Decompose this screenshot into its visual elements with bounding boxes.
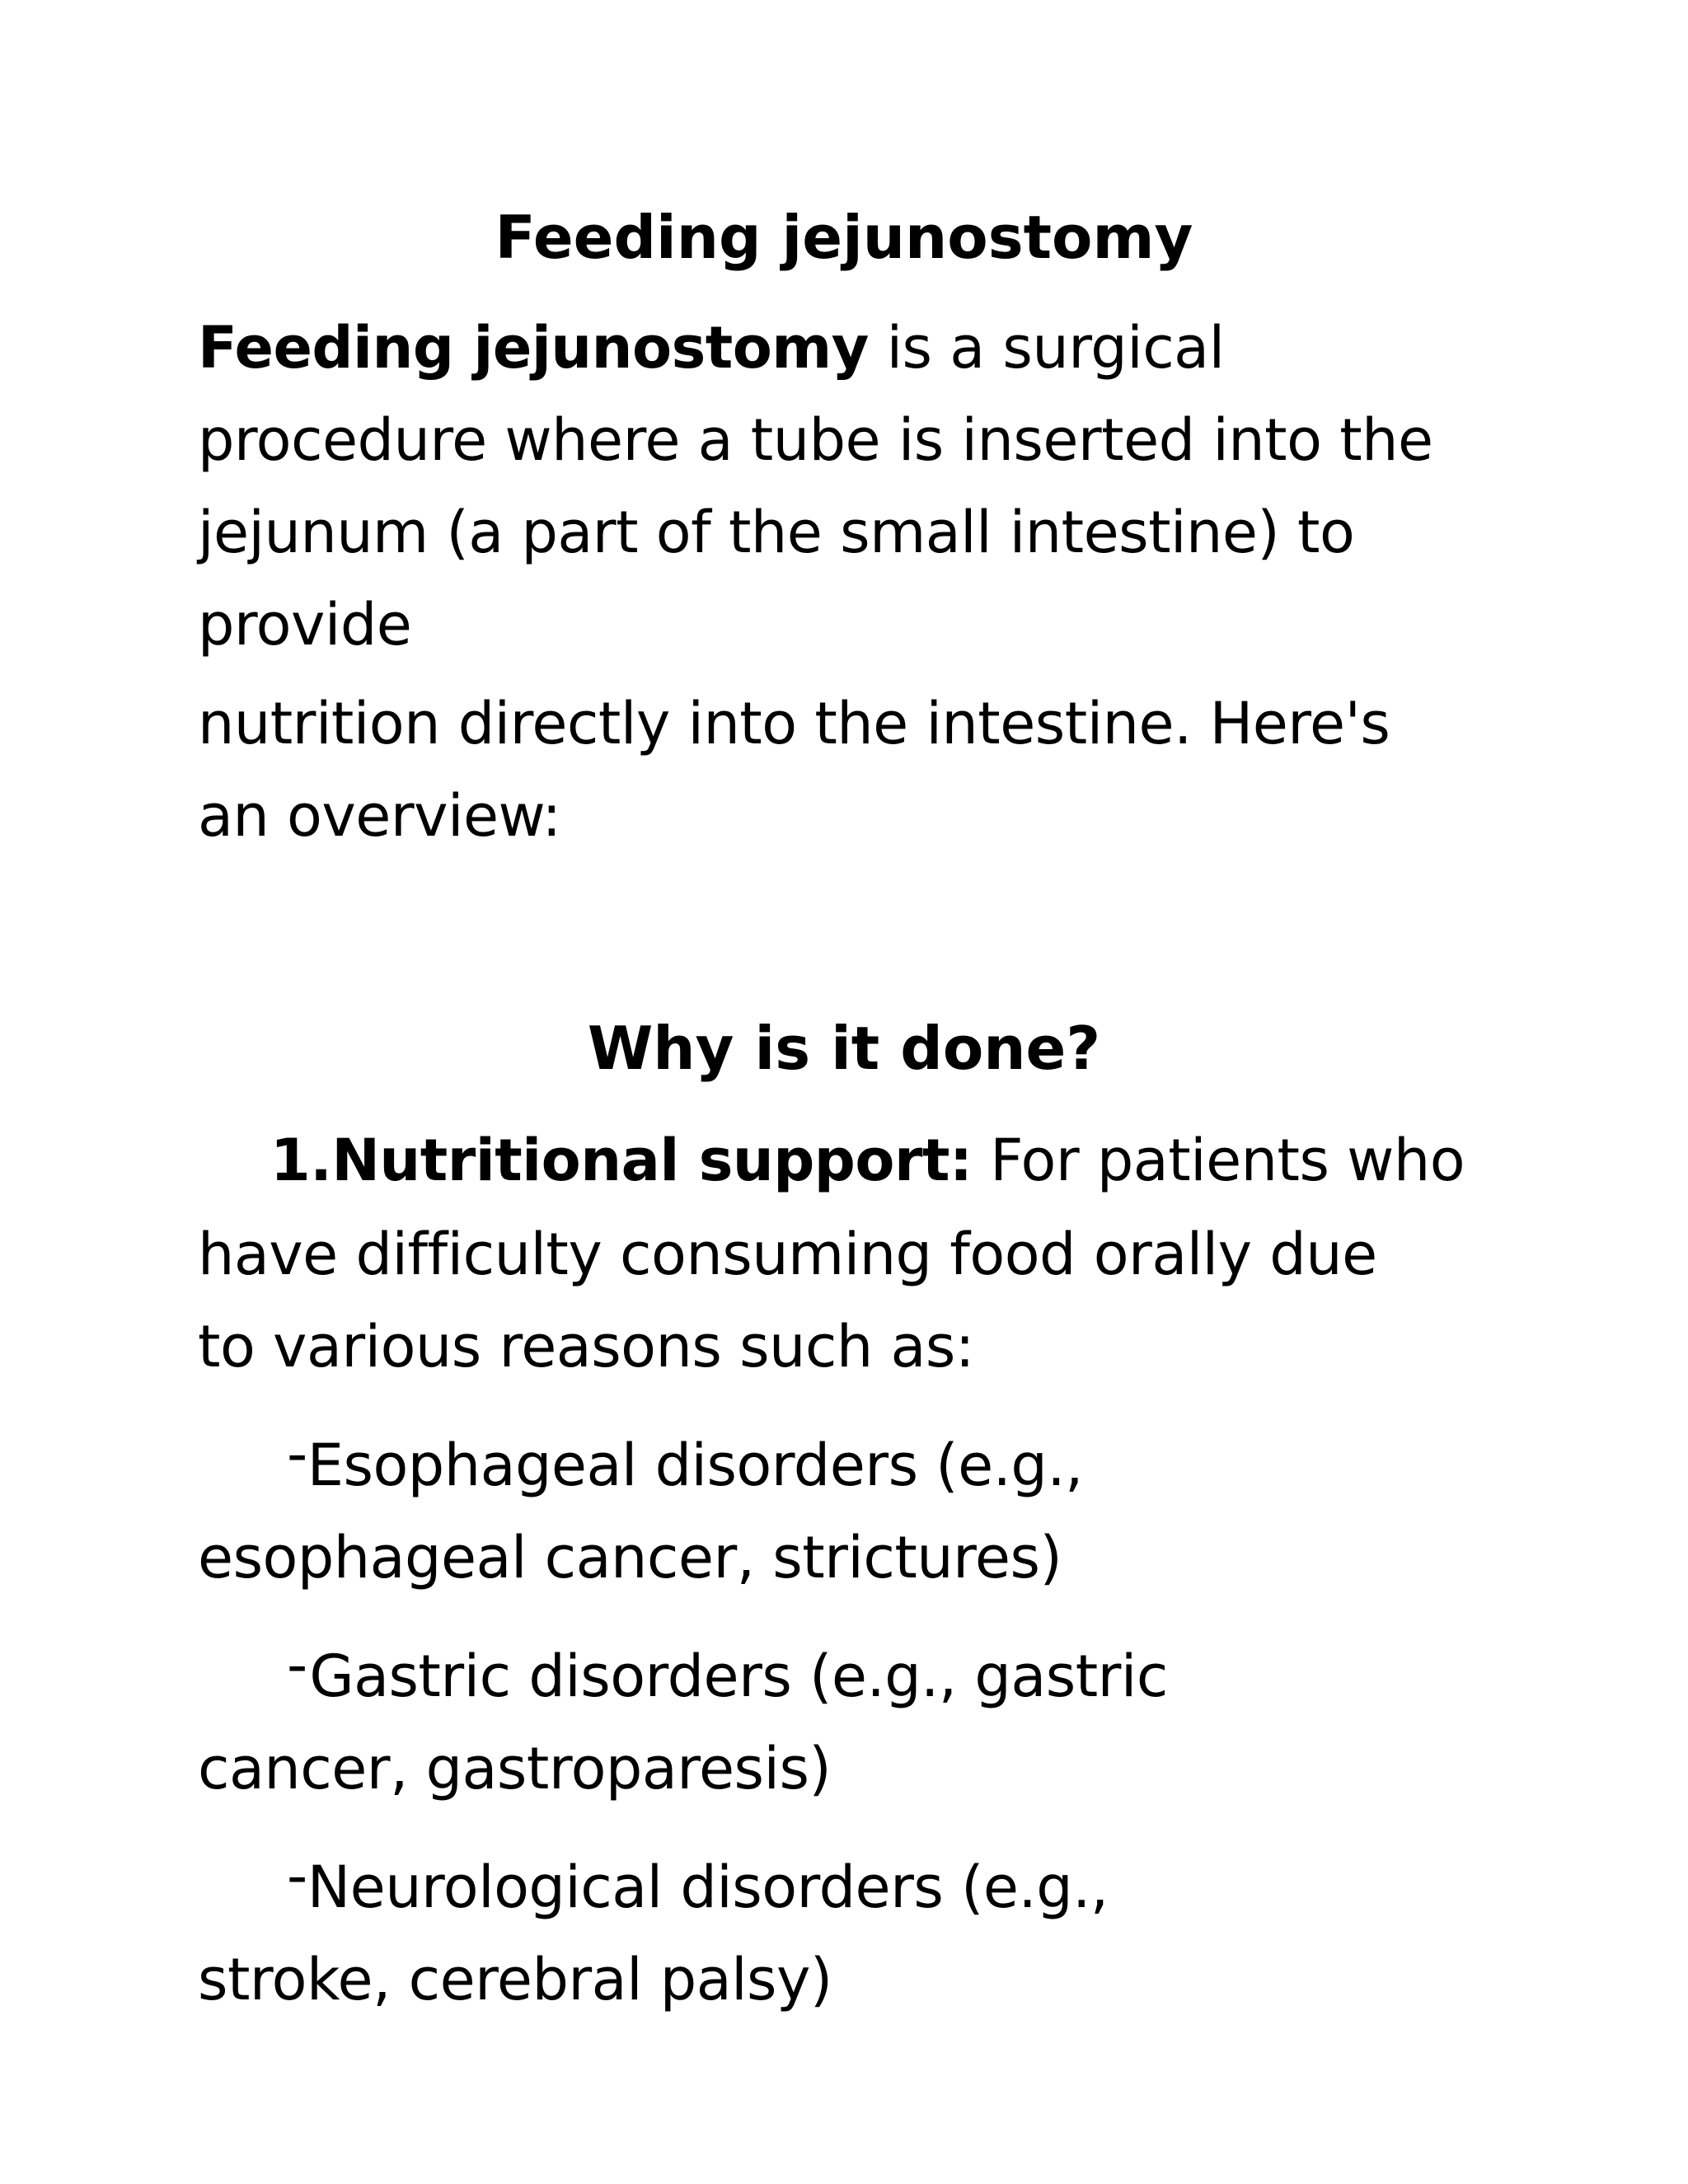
sub-item-2-line-2: cancer, gastroparesis) [198, 1735, 832, 1802]
sub-item-1-line-1 [287, 1420, 1083, 1499]
intro-line-1 [198, 315, 1225, 381]
intro-line-5: nutrition directly into the intestine. Here's [198, 690, 1390, 757]
sub-item-1-line-2: esophageal cancer, strictures) [198, 1524, 1062, 1591]
sub-item-1-text: Esophageal disorders (e.g., [307, 1432, 1083, 1499]
item-1-number: 1. [270, 1127, 332, 1194]
intro-bold-term: Feeding jejunostomy [198, 314, 869, 382]
item-1-line-3: to various reasons such as: [198, 1313, 974, 1380]
intro-line-6: an overview: [198, 782, 561, 850]
sub-item-2-text: Gastric disorders (e.g., gastric [309, 1643, 1168, 1710]
sub-item-3-line-1 [287, 1842, 1109, 1921]
item-1-line-1-rest: For patients who [972, 1127, 1465, 1194]
intro-line-1-rest: is a surgical [868, 314, 1225, 382]
document-title: Feeding jejunostomy [495, 203, 1193, 272]
item-1-label: Nutritional support: [331, 1127, 973, 1194]
sub-item-3-dash: - [287, 1842, 307, 1910]
intro-line-4: provide [198, 591, 412, 658]
sub-item-1-dash: - [287, 1420, 307, 1488]
sub-item-2-dash: - [287, 1631, 310, 1699]
item-1-line-2: have difficulty consuming food orally due [198, 1221, 1377, 1288]
intro-line-3: jejunum (a part of the small intestine) to [198, 499, 1355, 566]
sub-item-3-line-2: stroke, cerebral palsy) [198, 1946, 832, 2013]
sub-item-3-text: Neurological disorders (e.g., [307, 1854, 1109, 1921]
section-heading: Why is it done? [587, 1014, 1101, 1083]
item-1-line-1 [270, 1127, 1465, 1193]
intro-line-2: procedure where a tube is inserted into the [198, 406, 1433, 474]
sub-item-2-line-1 [287, 1631, 1168, 1710]
